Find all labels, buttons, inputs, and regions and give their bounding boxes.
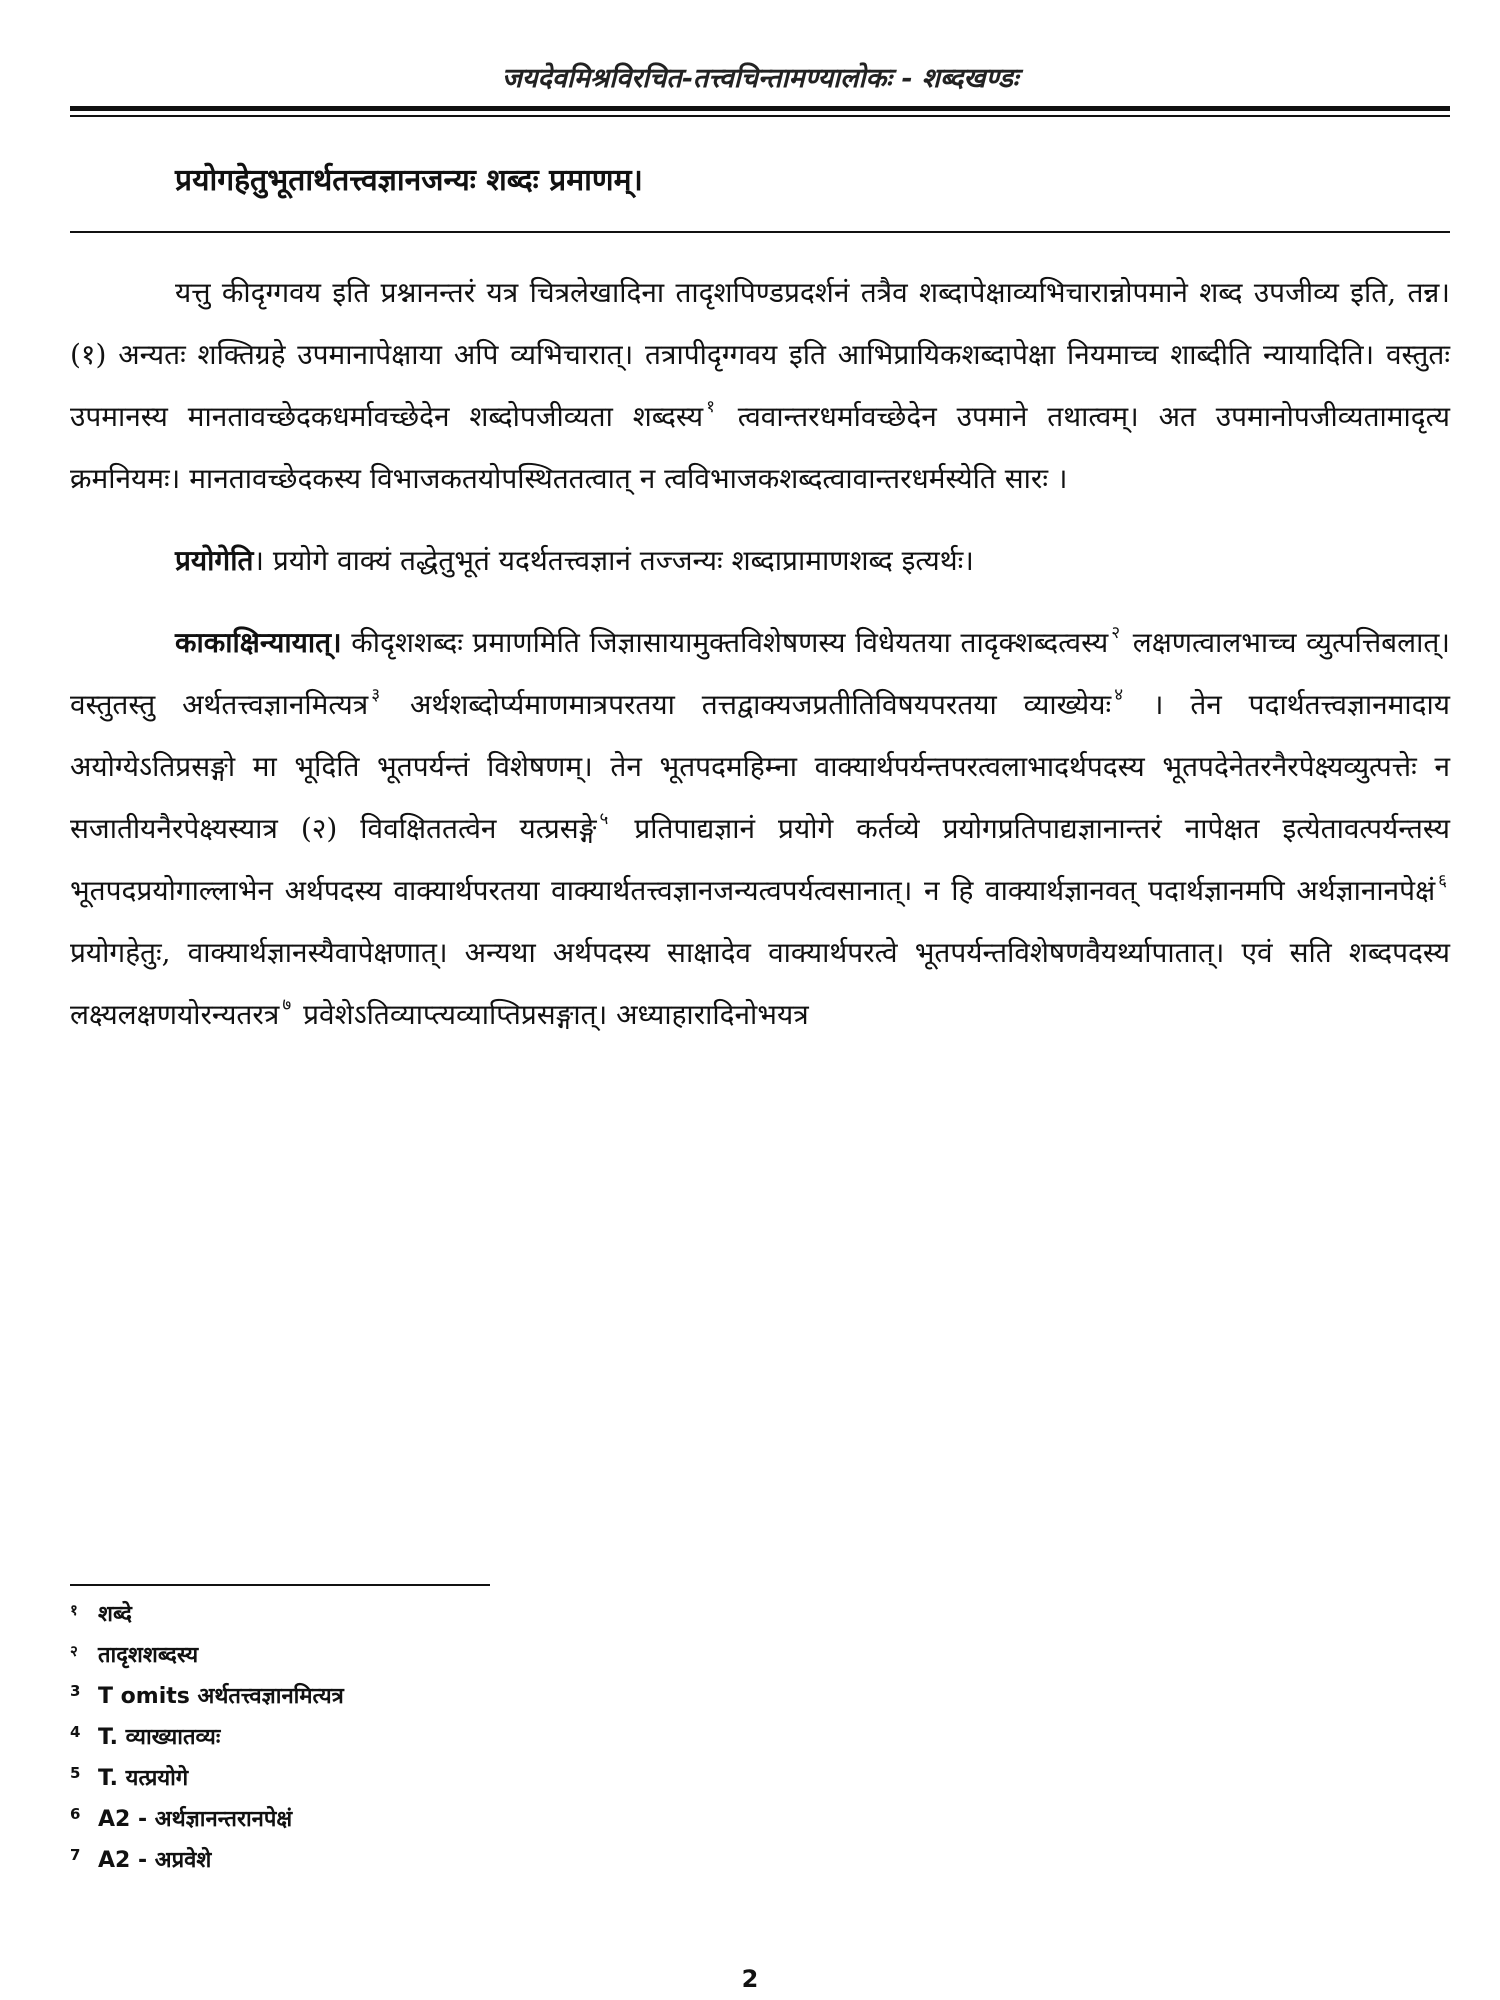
lemma-heading: काकाक्षिन्यायात्। <box>175 626 342 659</box>
footnote-number: 5 <box>70 1764 81 1782</box>
footnote-marker: ३ <box>371 685 381 705</box>
footnote-item <box>70 1598 770 1639</box>
paragraph-3 <box>70 612 1450 1046</box>
footnote-number: 7 <box>70 1846 81 1864</box>
paragraph-text: । प्रयोगे वाक्यं तद्धेतुभूतं यदर्थतत्त्वज्ञानं तज्जन्यः शब्दाप्रामाणशब्द इत्यर्थः। <box>253 544 974 577</box>
footnote-rule <box>70 1584 490 1586</box>
footnote-marker: २ <box>1111 623 1121 643</box>
footnote-marker: ५ <box>599 809 609 829</box>
footnote-text: T. यत्प्रयोगे <box>98 1766 189 1791</box>
paragraph-text: प्रतिपाद्यज्ञानं प्रयोगे कर्तव्ये प्रयोगप्रतिपाद्यज्ञानान्तरं नापेक्षत इत्येतावत्पर्यन्तस्य भूतपदप्रयोगाल्लाभेन अर्थपदस्य वाक्यार्थपरतया वाक्यार्थतत्त्वज्ञानजन्यत्वपर्यत्वसानात्। न हि वाक्यार्थज्ञानवत् पदार्थज्ञानमपि अर्थज्ञानानपेक्षं <box>70 812 1450 907</box>
paragraph-text: अर्थशब्दोर्प्यमाणमात्रपरतया तत्तद्वाक्यजप्रतीतिविषयपरतया व्याख्येयः <box>409 688 1112 721</box>
footnote-number: १ <box>70 1601 78 1619</box>
page-number: 2 <box>741 1965 759 1993</box>
footnote-text: तादृशशब्दस्य <box>98 1643 199 1668</box>
footnote-text: T omits अर्थतत्त्वज्ञानमित्यत्र <box>98 1684 344 1709</box>
footnotes <box>70 1598 770 1885</box>
footnote-number: 4 <box>70 1723 81 1741</box>
footnote-text: शब्दे <box>98 1602 132 1627</box>
footnote-item <box>70 1680 770 1721</box>
footnote-marker: ७ <box>282 995 292 1015</box>
footnote-marker: ६ <box>1438 871 1447 891</box>
footnote-number: 3 <box>70 1682 81 1700</box>
paragraph-text: त्ववान्तरधर्मावच्छेदेन उपमाने तथात्वम्। अत उपमानोपजीव्यतामादृत्य क्रमनियमः। मानतावच्छेदकस्य विभाजकतयोपस्थिततत्वात् न त्वविभाजकशब्दत्वावान्तरधर्मस्येति सारः । <box>70 400 1451 495</box>
footnote-text: A2 - अर्थज्ञानन्तरानपेक्षं <box>98 1807 293 1832</box>
header-rule <box>70 106 1450 111</box>
sutra-text: प्रयोगहेतुभूतार्थतत्त्वज्ञानजन्यः शब्दः प्रमाणम्। <box>175 163 643 198</box>
footnote-item <box>70 1639 770 1680</box>
paragraph-text: लक्षणत्वालभाच्च व्युत्पत्तिबलात्। वस्तुतस्तु अर्थतत्त्वज्ञानमित्यत्र <box>70 626 1450 721</box>
paragraph-text: यत्तु कीदृग्गवय इति प्रश्नानन्तरं यत्र चित्रलेखादिना तादृशपिण्डप्रदर्शनं तत्रैव शब्दापेक्षाव्यभिचारान्नोपमाने शब्द उपजीव्य इति, तन्न। (१) अन्यतः शक्तिग्रहे उपमानापेक्षाया अपि व्यभिचारात्। तत्रापीदृग्गवय इति आभिप्रायिकशब्दापेक्षा नियमाच्च शाब्दीति न्यायादिति। वस्तुतः उपमानस्य मानतावच्छेदकधर्मावच्छेदेन शब्दोपजीव्यता शब्दस्य <box>70 276 1450 433</box>
header-rule-thin <box>70 115 1450 117</box>
lemma-heading: प्रयोगेति <box>175 544 254 577</box>
paragraph-text: प्रवेशेऽतिव्याप्त्यव्याप्तिप्रसङ्गात्। अध्याहारादिनोभयत्र <box>303 998 809 1031</box>
footnote-marker: ४ <box>1114 685 1124 705</box>
footnote-text: A2 - अप्रवेशे <box>98 1848 212 1873</box>
footnote-text: T. व्याख्यातव्यः <box>98 1725 221 1750</box>
paragraph-text: कीदृशशब्दः प्रमाणमिति जिज्ञासायामुक्तविशेषणस्य विधेयतया तादृक्शब्दत्वस्य <box>351 626 1109 659</box>
footnote-item <box>70 1762 770 1803</box>
sutra-rule <box>70 231 1450 233</box>
paragraph-1 <box>70 262 1450 510</box>
footnote-marker: १ <box>706 397 715 417</box>
footnote-number: २ <box>70 1642 78 1660</box>
running-header: जयदेवमिश्रविरचित-तत्त्वचिन्तामण्यालोकः - शब्दखण्डः <box>501 63 1019 94</box>
paragraph-text: । तेन पदार्थतत्त्वज्ञानमादाय अयोग्येऽतिप्रसङ्गो मा भूदिति भूतपर्यन्तं विशेषणम्। तेन भूतपदमहिम्ना वाक्यार्थपर्यन्तपरत्वलाभादर्थपदस्य भूतपदेनेतरनैरपेक्ष्यव्युत्पत्तेः न सजातीयनैरपेक्ष्यस्यात्र (२) विवक्षिततत्वेन यत्प्रसङ्गे <box>70 688 1451 845</box>
paragraph-text: प्रयोगहेतुः, वाक्यार्थज्ञानस्यैवापेक्षणात्। अन्यथा अर्थपदस्य साक्षादेव वाक्यार्थपरत्वे भूतपर्यन्तविशेषणवैयर्थ्यापातात्। एवं सति शब्दपदस्य लक्ष्यलक्षणयोरन्यतरत्र <box>70 936 1450 1031</box>
footnote-number: 6 <box>70 1805 81 1823</box>
commentary-body <box>70 262 1450 1066</box>
footnote-item <box>70 1803 770 1844</box>
paragraph-2 <box>70 530 1450 592</box>
footnote-item <box>70 1721 770 1762</box>
footnote-item <box>70 1844 770 1885</box>
